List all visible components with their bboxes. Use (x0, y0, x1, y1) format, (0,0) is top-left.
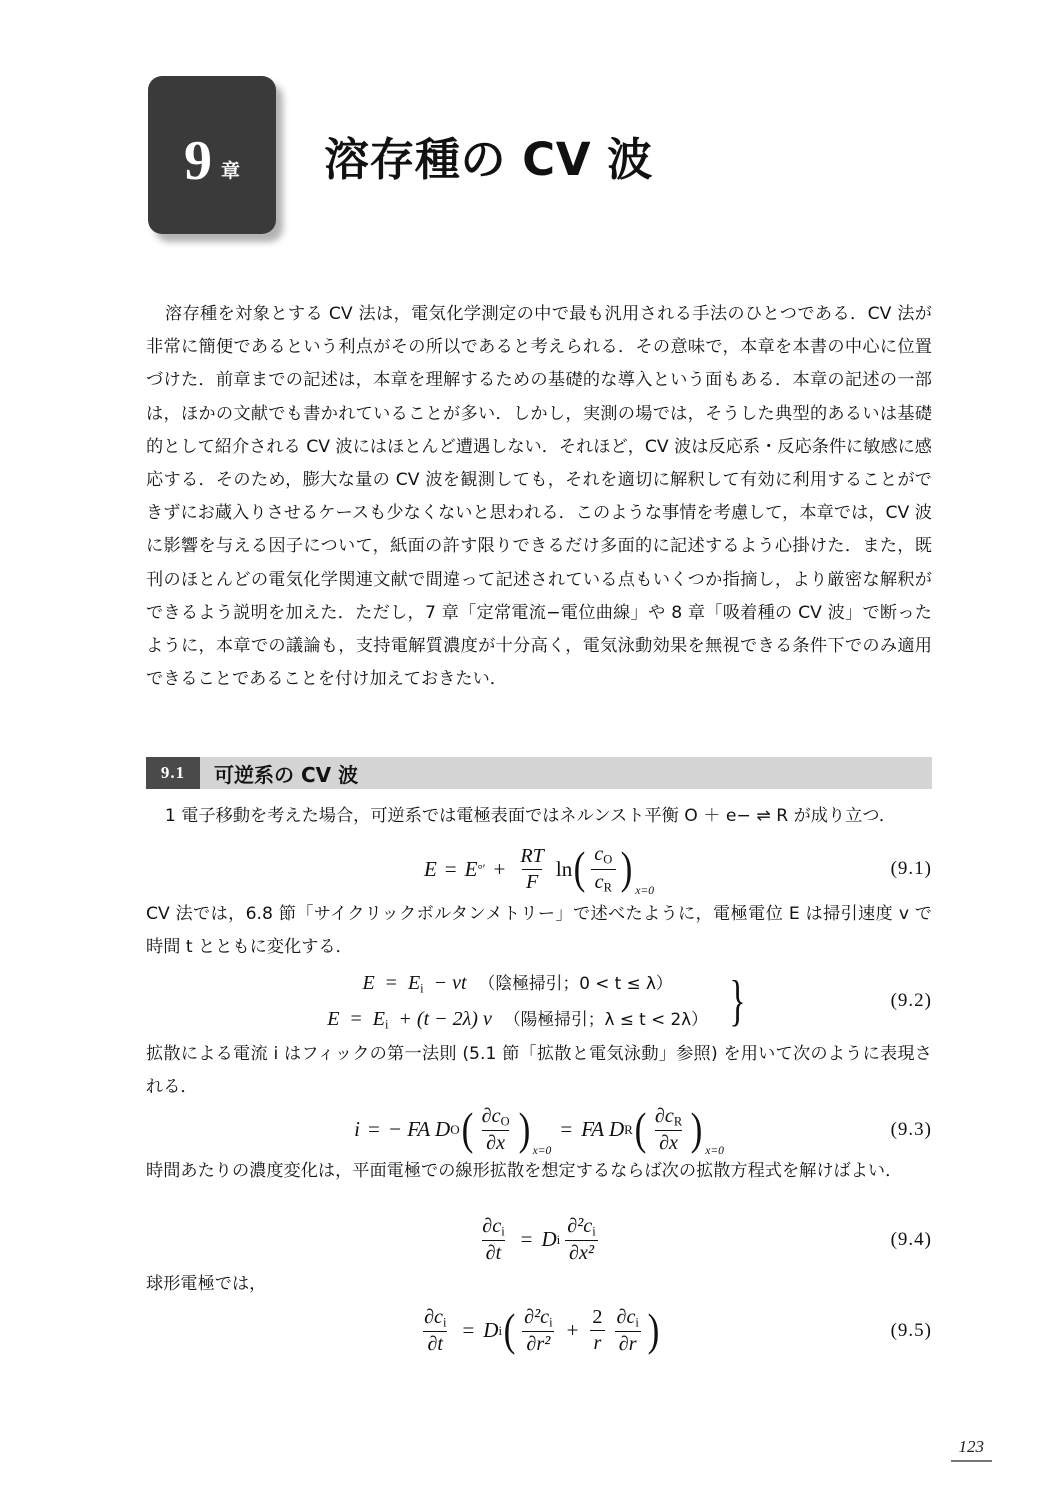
section-title: 可逆系の CV 波 (214, 762, 359, 787)
eq94-rhs-derivative: $\frac{\partial^2c_i}{\text{∂x²}}$ (563, 1215, 599, 1265)
paragraph-5: 球形電極では， (146, 1274, 267, 1294)
eq92-line-1: $E = E_i$ − vt （陰極掃引；0 < t ≤ λ） (362, 972, 673, 996)
eq91-e-standard: E (464, 856, 478, 881)
eq91-f: F (522, 869, 542, 894)
eq95-first-derivative: $\frac{\partial c_i}{\partial r}$ (616, 1305, 639, 1356)
eq91-paren-subscript: x=0 (635, 884, 655, 897)
paragraph-3: 拡散による電流 i はフィックの第一法則 (5.1 節「拡散と電気泳動」参照) を用いて次のように表現される． (146, 1044, 932, 1098)
chapter-header (148, 75, 653, 235)
eq94-diffusion-coeff: D (541, 1227, 557, 1252)
eq93-equals: = (367, 1117, 380, 1142)
eq93-minus-fad: − FA D (387, 1117, 451, 1142)
equation-9-5-number: (9.5) (890, 1320, 932, 1341)
equation-9-1-number: (9.1) (890, 858, 932, 879)
eq93-paren-right-2: ) (690, 1104, 703, 1155)
equation-9-1 (424, 843, 654, 895)
chapter-title: 溶存種の CV 波 (324, 132, 653, 186)
eq92-right-brace: } (729, 969, 746, 1032)
paragraph-3-block (146, 1038, 932, 1104)
eq93-derivative-r: $\frac{\partial c_R}{\partial x}$ (654, 1104, 683, 1155)
eq93-paren-subscript-2: x=0 (705, 1145, 724, 1158)
eq93-paren-right-1: ) (518, 1104, 530, 1155)
section-heading-9-1 (146, 757, 932, 789)
page-number: 123 (951, 1437, 993, 1462)
eq93-sub-o: O (450, 1121, 460, 1137)
chapter-number-badge (148, 76, 276, 234)
eq91-rt: RT (520, 844, 544, 867)
eq94-equals: = (520, 1227, 533, 1252)
eq93-fad: FA D (581, 1117, 625, 1142)
eq95-paren-left: ( (503, 1305, 516, 1356)
eq95-plus: + (566, 1318, 579, 1343)
eq91-rt-over-f (516, 845, 548, 894)
equation-9-5-row (146, 1302, 932, 1360)
eq93-paren-group-1 (460, 1104, 552, 1158)
eq91-concentration-ratio: $\frac{c_O}{c_R}$ (590, 843, 616, 895)
equation-9-2-number: (9.2) (890, 990, 932, 1011)
eq94-diffusion-coeff-sub: i (556, 1231, 561, 1247)
eq93-derivative-o: $\frac{\partial c_O}{\partial x}$ (481, 1104, 510, 1155)
eq93-sub-r: R (624, 1121, 633, 1137)
intro-paragraph: 溶存種を対象とする CV 法は，電気化学測定の中で最も汎用される手法のひとつである．CV 法が非常に簡便であるという利点がその所以であると考えられる．その意味で，本章を本書の中心に位置づけた．前章までの記述は，本章を理解するための基礎的な導入という面もある．本章の記述の一部は，ほかの文献でも書かれていることが多い．しかし，実測の場では，そうした典型的あるいは基礎的として紹介される CV 波にはほとんど遭遇しない．それほど，CV 波は反応系・反応条件に敏感に感応する．そのため，膨大な量の CV 波を観測しても，それを適切に解釈して有効に利用することができずにお蔵入りさせるケースも少なくないと思われる．このような事情を考慮して，本章では，CV 波に影響を与える因子について，紙面の許す限りできるだけ多面的に記述するよう心掛けた．また，既刊のほとんどの電気化学関連文献で間違って記述されている点もいくつか指摘し，より厳密な解釈ができるよう説明を加えた．ただし，7 章「定常電流−電位曲線」や 8 章「吸着種の CV 波」で断ったように，本章での議論も，支持電解質濃度が十分高く，電気泳動効果を無視できる条件下でのみ適用できることであることを付け加えておきたい． (146, 304, 932, 690)
eq93-paren-left-2: ( (634, 1104, 647, 1155)
eq95-lhs-derivative: $\frac{\partial c_i}{\partial t}$ (424, 1305, 447, 1356)
paragraph-1: 1 電子移動を考えた場合，可逆系では電極表面ではネルンスト平衡 O ＋ e− ⇌ R が成り立つ． (164, 806, 897, 826)
eq93-lhs: i (354, 1117, 360, 1142)
paragraph-2: CV 法では，6.8 節「サイクリックボルタンメトリー」で述べたように，電極電位 E は掃引速度 v で時間 t とともに変化する． (146, 904, 932, 958)
chapter-unit-label: 章 (220, 160, 240, 182)
chapter-badge-inner (183, 130, 240, 192)
paragraph-5-block (146, 1268, 932, 1301)
eq95-second-derivative: $\frac{\partial^2c_i}{\text{∂r²}}$ (524, 1305, 553, 1356)
eq95-diffusion-coeff-sub: i (498, 1322, 503, 1338)
equation-9-5 (417, 1306, 661, 1356)
eq91-paren-right: ) (620, 843, 633, 894)
intro-block (146, 298, 932, 696)
equation-9-2-row (146, 963, 932, 1039)
eq91-e-standard-sup: °′ (477, 861, 486, 876)
eq92-line-2: $E = E_i + (t - 2\lambda)$ v （陽極掃引；λ ≤ t < 2λ） (327, 1007, 708, 1031)
eq91-plus: + (493, 856, 506, 881)
paragraph-1-block (146, 800, 932, 833)
equation-9-4-row (146, 1212, 932, 1268)
section-number: 9.1 (146, 757, 200, 789)
equation-9-3-row (146, 1102, 932, 1158)
eq95-paren-right: ) (647, 1305, 660, 1356)
eq91-paren-group (572, 843, 654, 895)
equation-9-1-row (146, 842, 932, 896)
eq93-paren-left-1: ( (461, 1104, 473, 1155)
eq92-lines (327, 970, 708, 1032)
eq95-equals: = (462, 1318, 475, 1343)
eq95-diffusion-coeff: D (483, 1318, 499, 1343)
equation-9-4-number: (9.4) (890, 1229, 932, 1250)
eq95-two-over-r: $\frac{2}{r}$ (588, 1306, 606, 1355)
paragraph-2-block (146, 898, 932, 964)
eq91-ln: ln (555, 856, 573, 881)
equation-9-2 (327, 970, 751, 1032)
eq91-lhs: E (423, 856, 437, 881)
eq94-lhs-derivative: $\frac{\partial c_i}{\partial t}$ (482, 1214, 505, 1265)
paragraph-4: 時間あたりの濃度変化は，平面電極での線形拡散を想定するならば次の拡散方程式を解けばよい． (146, 1161, 903, 1181)
equation-9-4 (475, 1215, 602, 1265)
eq95-paren-group (502, 1306, 661, 1356)
eq92-system (327, 970, 751, 1032)
eq91-equals: = (444, 856, 457, 881)
equation-9-3-number: (9.3) (890, 1119, 932, 1140)
paragraph-4-block (146, 1155, 932, 1188)
eq93-paren-subscript-1: x=0 (532, 1145, 552, 1158)
equation-9-3 (354, 1104, 724, 1158)
chapter-number: 9 (183, 130, 212, 192)
eq93-equals-2: = (560, 1117, 573, 1142)
eq93-paren-group-2 (633, 1104, 724, 1158)
eq91-paren-left: ( (573, 843, 586, 894)
